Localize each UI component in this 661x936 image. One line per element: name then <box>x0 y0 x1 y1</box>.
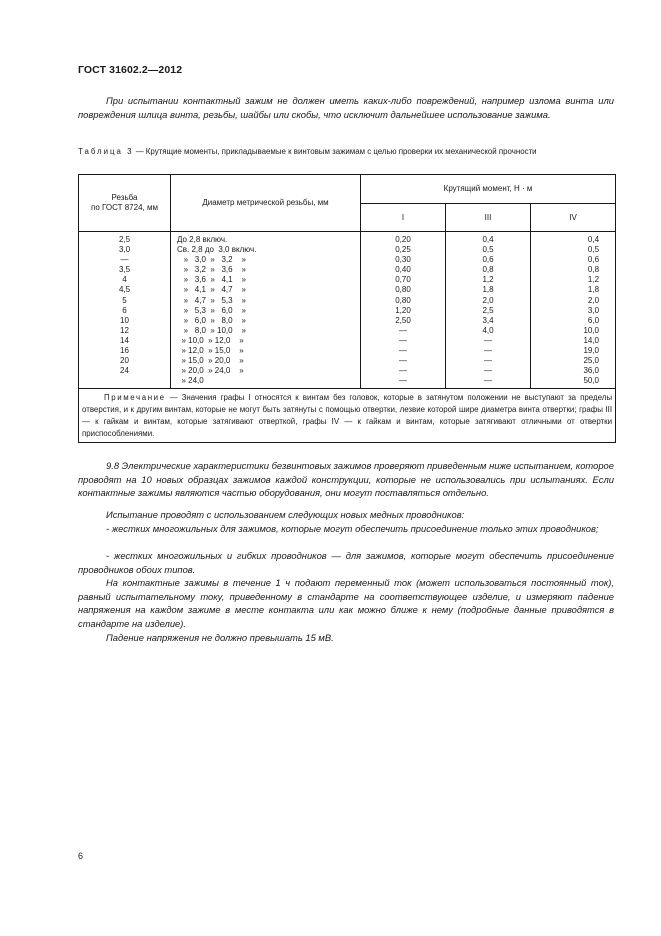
torque-iii-value: 0,6 <box>482 255 494 265</box>
thread-value: 16 <box>120 346 129 356</box>
torque-iv-value: 6,0 <box>587 315 600 325</box>
torque-i-value: 0,20 <box>395 235 411 244</box>
thread-column <box>79 232 171 389</box>
thread-value <box>79 376 170 386</box>
header-col-iv: IV <box>531 204 616 232</box>
torque-iii-value: 3,4 <box>482 315 494 325</box>
body-paragraph-6-text: Падение напряжения не должно превышать 15 мВ. <box>106 632 334 643</box>
body-paragraph-6 <box>78 631 614 645</box>
header-thread-line2: по ГОСТ 8724, мм <box>91 203 158 212</box>
thread-value: 12 <box>120 325 129 335</box>
torque-iv-value: 36,0 <box>583 366 600 376</box>
header-diameter: Диаметр метрической резьбы, мм <box>171 175 361 232</box>
diameter-value: » 3,6 » 4,1 » <box>177 275 246 285</box>
torque-iv-value: 0,8 <box>587 265 600 275</box>
diameter-value: Св. 2,8 до 3,0 включ. <box>177 245 257 255</box>
body-paragraph-2 <box>78 508 614 522</box>
diameter-value: » 4,1 » 4,7 » <box>177 285 246 295</box>
diameter-value: » 6,0 » 8,0 » <box>177 315 246 325</box>
diameter-value: » 4,7 » 5,3 » <box>177 295 246 305</box>
torque-iii-value: 2,0 <box>482 295 494 305</box>
torque-i-value: — <box>399 325 407 335</box>
torque-table <box>78 174 616 443</box>
diameter-value: » 8,0 » 10,0 » <box>177 325 246 335</box>
diameter-value: » 3,0 » 3,2 » <box>177 255 246 265</box>
torque-iii-value: — <box>484 366 492 376</box>
torque-iii-value: 0,5 <box>482 245 494 255</box>
intro-paragraph-text: При испытании контактный зажим не должен иметь каких-либо повреждений, например излома винта или повреждения шлица винта, резьбы, шайбы или скобы, что исключит дальнейшее использование зажима. <box>78 95 614 120</box>
header-torque: Крутящий момент, Н · м <box>361 175 616 204</box>
torque-iii-value: 2,5 <box>482 305 494 315</box>
torque-iv-value: 1,8 <box>587 285 600 295</box>
torque-iv-value: 0,4 <box>587 235 600 244</box>
torque-i-value: 0,25 <box>395 245 411 255</box>
torque-iv-column <box>531 232 616 389</box>
torque-iv-value: 1,2 <box>587 275 600 285</box>
torque-iii-value: 1,8 <box>482 285 494 295</box>
torque-iii-value: — <box>484 356 492 366</box>
thread-value: 4 <box>122 275 127 285</box>
torque-iv-value: 0,6 <box>587 255 600 265</box>
table-note-text: — Значения графы I относятся к винтам без головок, которые в затянутом положении не выступают за пределы отверстия, и к другим винтам, которые не могут быть затянуты с помощью отвертки, лезвие которой шире диаметра винта отвертки; графы III — к гайкам и винтам, которые затягивают отверткой, графы IV — к гайкам и винтам, которые затягивают отличными от отвертки приспособлениями. <box>82 393 613 439</box>
torque-iv-value: 2,0 <box>587 295 600 305</box>
thread-value: 2,5 <box>118 235 131 244</box>
torque-iii-value: — <box>484 346 492 356</box>
diameter-value: До 2,8 включ. <box>177 235 228 244</box>
torque-i-value: 0,40 <box>395 265 411 275</box>
diameter-value: » 10,0 » 12,0 » <box>177 335 244 345</box>
torque-iv-value: 25,0 <box>583 356 600 366</box>
torque-iv-value: 19,0 <box>583 346 600 356</box>
thread-value: 14 <box>120 335 129 345</box>
diameter-column <box>171 232 361 389</box>
thread-value: 4,5 <box>118 285 131 295</box>
torque-i-value: 2,50 <box>395 315 411 325</box>
body-paragraph-1-text: 9.8 Электрические характеристики безвинтовых зажимов проверяют приведенным ниже испытанием, которое проводят на 10 новых образцах зажимов каждой конструкции, которые не использовались при испытаниях. Если контактные зажимы являются частью оборудования, они могут поставляться отдельно. <box>78 460 614 498</box>
torque-iv-value: 10,0 <box>583 325 600 335</box>
document-header: ГОСТ 31602.2—2012 <box>78 64 183 76</box>
torque-i-value: 0,80 <box>395 285 411 295</box>
body-paragraph-4 <box>78 549 614 576</box>
diameter-value: » 20,0 » 24,0 » <box>177 366 244 376</box>
torque-iv-value: 0,5 <box>587 245 600 255</box>
torque-i-value: — <box>399 366 407 376</box>
torque-i-value: — <box>399 356 407 366</box>
thread-value: 5 <box>122 295 127 305</box>
header-thread-line1: Резьба <box>111 193 138 202</box>
table-caption <box>78 146 614 158</box>
torque-iii-value: — <box>484 376 492 386</box>
header-thread <box>79 175 171 232</box>
torque-iii-value: 4,0 <box>482 325 494 335</box>
diameter-value: » 15,0 » 20,0 » <box>177 356 244 366</box>
body-paragraph-5-text: На контактные зажимы в течение 1 ч подают переменный ток (может использоваться постоянный ток), равный испытательному току, приведенному в стандарте на соответствующее изделие, и измеряют падение напряжения на каждом зажиме в месте контакта или как можно ближе к нему (подробные данные приводятся в стандарте на изделие). <box>78 577 614 629</box>
thread-value: 24 <box>120 366 129 376</box>
thread-value: 20 <box>120 356 129 366</box>
header-col-i: I <box>361 204 446 232</box>
intro-paragraph <box>78 94 614 121</box>
torque-i-value: 0,70 <box>395 275 411 285</box>
body-paragraph-4-text: - жестких многожильных и гибких проводников — для зажимов, которые могут обеспечить присоединение проводников обоих типов. <box>78 550 614 575</box>
header-col-iii: III <box>446 204 531 232</box>
torque-i-value: 0,80 <box>395 295 411 305</box>
body-paragraph-3-text: - жестких многожильных для зажимов, которые могут обеспечить присоединение только этих проводников; <box>106 523 599 534</box>
torque-iii-value: 1,2 <box>482 275 494 285</box>
body-paragraph-3 <box>78 522 614 536</box>
diameter-value: » 12,0 » 15,0 » <box>177 346 244 356</box>
torque-i-value: 1,20 <box>395 305 411 315</box>
torque-i-column <box>361 232 446 389</box>
table-caption-label: Таблица 3 <box>78 147 134 156</box>
thread-value: 10 <box>120 315 129 325</box>
torque-iv-value: 3,0 <box>587 305 600 315</box>
torque-iii-value: 0,8 <box>482 265 494 275</box>
diameter-value: » 24,0 <box>177 376 204 386</box>
thread-value: 3,0 <box>118 245 131 255</box>
torque-i-value: — <box>399 376 407 386</box>
torque-iii-value: 0,4 <box>482 235 494 244</box>
page-number: 6 <box>78 851 84 861</box>
torque-i-value: — <box>399 335 407 345</box>
torque-i-value: 0,30 <box>395 255 411 265</box>
torque-iii-value: — <box>484 335 492 345</box>
body-paragraph-2-text: Испытание проводят с использованием следующих новых медных проводников: <box>106 509 465 520</box>
torque-i-value: — <box>399 346 407 356</box>
torque-iv-value: 14,0 <box>583 335 600 345</box>
torque-iii-column <box>446 232 531 389</box>
table-note-label: Примечание <box>104 393 166 403</box>
torque-iv-value: 50,0 <box>583 376 600 386</box>
body-paragraph-5 <box>78 576 614 630</box>
diameter-value: » 5,3 » 6,0 » <box>177 305 246 315</box>
body-paragraph-1 <box>78 459 614 500</box>
thread-value: 6 <box>122 305 127 315</box>
diameter-value: » 3,2 » 3,6 » <box>177 265 246 275</box>
thread-value: — <box>120 255 129 265</box>
table-caption-text: — Крутящие моменты, прикладываемые к винтовым зажимам с целью проверки их механической прочности <box>133 147 537 156</box>
table-note <box>79 389 616 443</box>
thread-value: 3,5 <box>118 265 131 275</box>
